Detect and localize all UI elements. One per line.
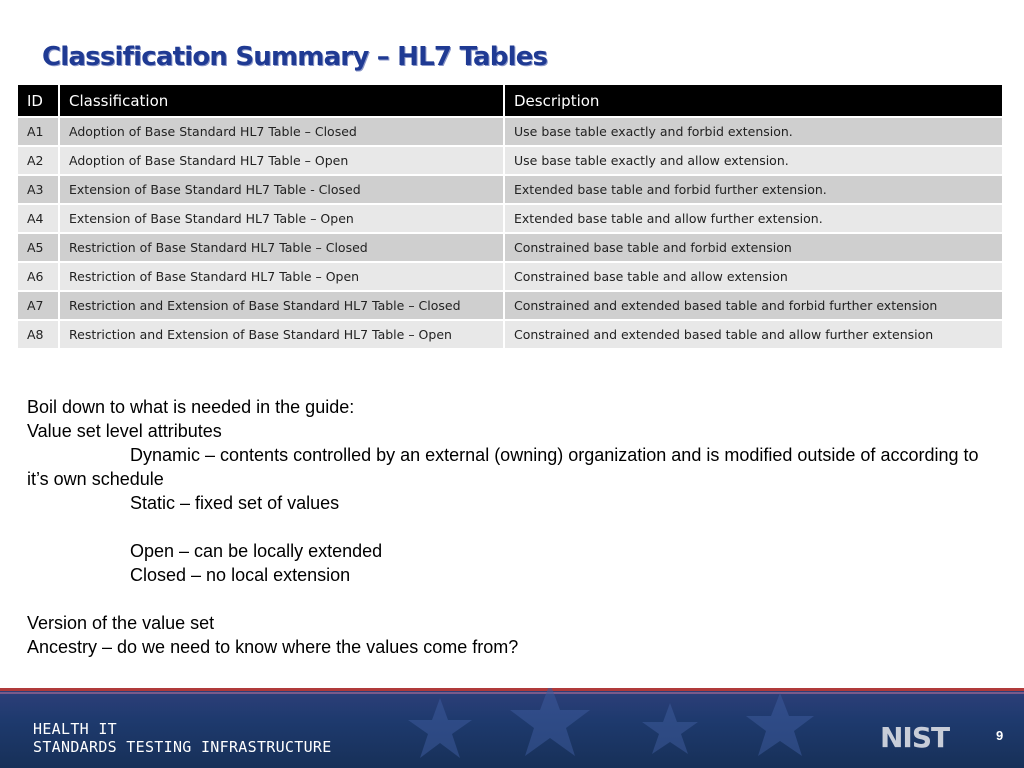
org-line: HEALTH IT: [33, 720, 117, 738]
nist-logo-text: NIST: [880, 722, 950, 750]
cell-classification: Extension of Base Standard HL7 Table – Open: [60, 205, 503, 232]
table-row: [18, 234, 1002, 261]
header-id: ID: [18, 85, 58, 116]
notes-line-static: Static – fixed set of values: [130, 493, 340, 513]
cell-id: A2: [18, 147, 58, 174]
table-row: [18, 263, 1002, 290]
cell-classification: Adoption of Base Standard HL7 Table – Open: [60, 147, 503, 174]
header-description: Description: [505, 85, 1002, 116]
cell-description: Constrained and extended based table and allow further extension: [505, 321, 1002, 348]
notes-text: [27, 395, 987, 659]
notes-line: Value set level attributes: [27, 421, 222, 441]
table-row: [18, 205, 1002, 232]
cell-id: A6: [18, 263, 58, 290]
cell-description: Constrained and extended based table and forbid further extension: [505, 292, 1002, 319]
stars-decoration-icon: [380, 688, 880, 768]
cell-id: A3: [18, 176, 58, 203]
classification-table: [16, 83, 1004, 350]
notes-line-version: Version of the value set: [27, 613, 215, 633]
notes-line: Boil down to what is needed in the guide:: [27, 397, 355, 417]
cell-description: Use base table exactly and allow extension.: [505, 147, 1002, 174]
table-header-row: [18, 85, 1002, 116]
cell-description: Constrained base table and forbid extension: [505, 234, 1002, 261]
dynamic-text-a: Dynamic – contents controlled by an external (owning) organization and is modified outside of: [130, 445, 876, 465]
notes-line-ancestry: Ancestry – do we need to know where the values come from?: [27, 637, 519, 657]
table-row: [18, 292, 1002, 319]
footer-bar: [0, 688, 1024, 768]
spacer: [27, 587, 987, 611]
cell-classification: Extension of Base Standard HL7 Table - Closed: [60, 176, 503, 203]
notes-line-dynamic: [27, 443, 987, 491]
cell-description: Extended base table and allow further extension.: [505, 205, 1002, 232]
cell-classification: Restriction of Base Standard HL7 Table – Closed: [60, 234, 503, 261]
table-row: [18, 176, 1002, 203]
cell-description: Constrained base table and allow extension: [505, 263, 1002, 290]
cell-classification: Restriction of Base Standard HL7 Table – Open: [60, 263, 503, 290]
nist-logo: [880, 722, 976, 750]
cell-id: A5: [18, 234, 58, 261]
cell-classification: Adoption of Base Standard HL7 Table – Closed: [60, 118, 503, 145]
cell-id: A7: [18, 292, 58, 319]
cell-description: Extended base table and forbid further extension.: [505, 176, 1002, 203]
footer-organization: [33, 720, 332, 756]
cell-id: A8: [18, 321, 58, 348]
page-number: 9: [996, 728, 1004, 743]
spacer: [27, 515, 987, 539]
notes-line-closed: Closed – no local extension: [130, 565, 351, 585]
header-classification: Classification: [60, 85, 503, 116]
cell-description: Use base table exactly and forbid extension.: [505, 118, 1002, 145]
dynamic-text-b: according to it’s own schedule: [27, 445, 979, 489]
org-line: STANDARDS TESTING INFRASTRUCTURE: [33, 738, 332, 756]
table-row: [18, 321, 1002, 348]
cell-classification: Restriction and Extension of Base Standard HL7 Table – Open: [60, 321, 503, 348]
cell-classification: Restriction and Extension of Base Standard HL7 Table – Closed: [60, 292, 503, 319]
table-row: [18, 147, 1002, 174]
cell-id: A1: [18, 118, 58, 145]
cell-id: A4: [18, 205, 58, 232]
notes-line-open: Open – can be locally extended: [130, 541, 383, 561]
page-title: Classification Summary – HL7 Tables: [42, 42, 548, 72]
table-row: [18, 118, 1002, 145]
